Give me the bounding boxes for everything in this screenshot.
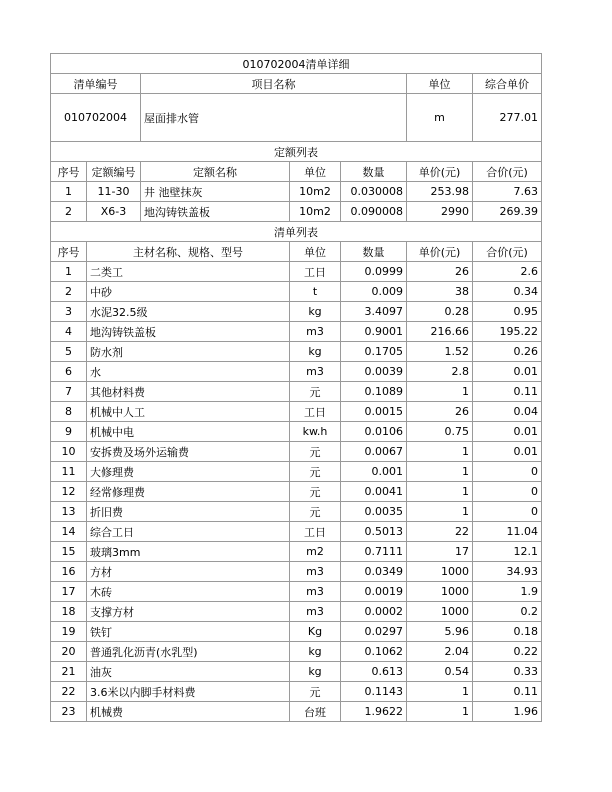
material-price: 26 [407,262,473,282]
quota-seq: 1 [51,182,87,202]
material-row [51,302,542,322]
material-total: 0 [473,482,542,502]
material-seq: 1 [51,262,87,282]
material-unit: 元 [290,462,341,482]
material-total: 0 [473,462,542,482]
material-row [51,462,542,482]
material-seq: 10 [51,442,87,462]
quota-name-header: 定额名称 [141,162,290,182]
material-price: 216.66 [407,322,473,342]
material-price: 2.04 [407,642,473,662]
material-name: 地沟铸铁盖板 [87,322,290,342]
material-unit: 台班 [290,702,341,722]
quota-price: 2990 [407,202,473,222]
quota-qty: 0.090008 [341,202,407,222]
material-price: 22 [407,522,473,542]
material-seq: 8 [51,402,87,422]
material-price: 17 [407,542,473,562]
material-row [51,482,542,502]
material-qty: 0.1089 [341,382,407,402]
material-qty: 0.0002 [341,602,407,622]
quota-price: 253.98 [407,182,473,202]
material-name: 支撑方材 [87,602,290,622]
material-total: 0.34 [473,282,542,302]
material-row [51,322,542,342]
quota-code: X6-3 [87,202,141,222]
material-price: 1 [407,382,473,402]
material-seq: 2 [51,282,87,302]
material-total: 1.9 [473,582,542,602]
quota-header-row [51,162,542,182]
material-name: 3.6米以内脚手材料费 [87,682,290,702]
material-name: 机械中电 [87,422,290,442]
material-name: 二类工 [87,262,290,282]
material-name: 水泥32.5级 [87,302,290,322]
material-seq: 6 [51,362,87,382]
material-price-header: 单价(元) [407,242,473,262]
bill-detail-table [50,53,542,722]
material-row [51,262,542,282]
material-name: 玻璃3mm [87,542,290,562]
material-price: 1 [407,682,473,702]
material-seq: 17 [51,582,87,602]
material-row [51,402,542,422]
material-name: 机械中人工 [87,402,290,422]
quota-section-title: 定额列表 [51,142,542,162]
material-seq: 15 [51,542,87,562]
material-total: 0.22 [473,642,542,662]
material-name: 防水剂 [87,342,290,362]
material-seq: 9 [51,422,87,442]
material-unit: 元 [290,482,341,502]
material-total: 0.33 [473,662,542,682]
material-total: 0.01 [473,422,542,442]
material-unit: 元 [290,382,341,402]
material-unit-header: 单位 [290,242,341,262]
material-seq: 18 [51,602,87,622]
sheet-title: 010702004清单详细 [51,54,542,74]
quota-total: 269.39 [473,202,542,222]
material-price: 1.52 [407,342,473,362]
material-price: 1000 [407,562,473,582]
material-total: 0.01 [473,362,542,382]
material-row [51,542,542,562]
material-name: 其他材料费 [87,382,290,402]
material-name: 水 [87,362,290,382]
material-total: 34.93 [473,562,542,582]
list-code-header: 清单编号 [51,74,141,94]
material-qty: 0.7111 [341,542,407,562]
quota-unit: 10m2 [290,182,341,202]
quota-total-header: 合价(元) [473,162,542,182]
material-price: 0.75 [407,422,473,442]
list-name-header: 项目名称 [141,74,407,94]
material-row [51,362,542,382]
list-unit-header: 单位 [407,74,473,94]
material-price: 38 [407,282,473,302]
material-seq: 13 [51,502,87,522]
material-row [51,282,542,302]
material-name: 中砂 [87,282,290,302]
material-seq-header: 序号 [51,242,87,262]
material-price: 0.54 [407,662,473,682]
material-unit: m3 [290,322,341,342]
material-row [51,642,542,662]
list-unit: m [407,94,473,142]
quota-qty-header: 数量 [341,162,407,182]
material-qty: 0.1705 [341,342,407,362]
quota-code-header: 定额编号 [87,162,141,182]
material-unit: kg [290,642,341,662]
material-seq: 21 [51,662,87,682]
material-total: 195.22 [473,322,542,342]
list-price: 277.01 [473,94,542,142]
material-unit: m3 [290,362,341,382]
material-seq: 16 [51,562,87,582]
material-qty: 0.0041 [341,482,407,502]
material-seq: 3 [51,302,87,322]
material-total: 12.1 [473,542,542,562]
material-total: 0.01 [473,442,542,462]
material-price: 2.8 [407,362,473,382]
list-item-row [51,94,542,142]
material-unit: kg [290,342,341,362]
material-unit: kg [290,302,341,322]
quota-row [51,182,542,202]
material-name: 油灰 [87,662,290,682]
material-qty: 0.0106 [341,422,407,442]
material-total: 0.95 [473,302,542,322]
material-total-header: 合价(元) [473,242,542,262]
material-qty: 0.0999 [341,262,407,282]
material-row [51,342,542,362]
material-total: 0 [473,502,542,522]
material-row [51,582,542,602]
material-qty: 0.0349 [341,562,407,582]
material-row [51,562,542,582]
material-total: 0.11 [473,682,542,702]
material-name: 木砖 [87,582,290,602]
material-row [51,502,542,522]
quota-seq: 2 [51,202,87,222]
material-seq: 14 [51,522,87,542]
material-seq: 5 [51,342,87,362]
material-unit: m3 [290,602,341,622]
material-price: 1 [407,702,473,722]
material-qty: 0.0039 [341,362,407,382]
material-name: 机械费 [87,702,290,722]
material-row [51,602,542,622]
material-qty: 0.0019 [341,582,407,602]
material-total: 1.96 [473,702,542,722]
material-seq: 7 [51,382,87,402]
list-price-header: 综合单价 [473,74,542,94]
material-row [51,702,542,722]
material-name: 铁钉 [87,622,290,642]
material-unit: m2 [290,542,341,562]
material-total: 0.26 [473,342,542,362]
list-name: 屋面排水管 [141,94,407,142]
material-price: 1 [407,442,473,462]
material-name: 大修理费 [87,462,290,482]
material-qty: 0.0035 [341,502,407,522]
material-row [51,382,542,402]
material-qty: 0.5013 [341,522,407,542]
quota-row [51,202,542,222]
material-unit: kg [290,662,341,682]
material-qty: 0.009 [341,282,407,302]
quota-unit-header: 单位 [290,162,341,182]
quota-qty: 0.030008 [341,182,407,202]
list-header-row [51,74,542,94]
material-total: 0.11 [473,382,542,402]
material-name: 综合工日 [87,522,290,542]
material-qty: 3.4097 [341,302,407,322]
material-name: 经常修理费 [87,482,290,502]
material-price: 5.96 [407,622,473,642]
quota-seq-header: 序号 [51,162,87,182]
material-qty: 0.001 [341,462,407,482]
material-seq: 22 [51,682,87,702]
material-row [51,522,542,542]
material-name-header: 主材名称、规格、型号 [87,242,290,262]
list-code: 010702004 [51,94,141,142]
material-unit: Kg [290,622,341,642]
material-unit: m3 [290,562,341,582]
material-unit: t [290,282,341,302]
material-price: 1000 [407,582,473,602]
material-qty: 0.1143 [341,682,407,702]
material-row [51,662,542,682]
material-total: 0.04 [473,402,542,422]
material-unit: 工日 [290,522,341,542]
material-total: 11.04 [473,522,542,542]
material-unit: 元 [290,442,341,462]
material-qty: 0.613 [341,662,407,682]
material-unit: 元 [290,502,341,522]
material-section-title: 清单列表 [51,222,542,242]
quota-name: 地沟铸铁盖板 [141,202,290,222]
material-qty: 0.0015 [341,402,407,422]
material-qty: 0.0067 [341,442,407,462]
bill-detail-sheet [50,53,541,722]
material-unit: 元 [290,682,341,702]
material-unit: kw.h [290,422,341,442]
material-qty: 0.9001 [341,322,407,342]
material-seq: 4 [51,322,87,342]
material-name: 方材 [87,562,290,582]
material-row [51,442,542,462]
material-seq: 23 [51,702,87,722]
material-row [51,622,542,642]
quota-price-header: 单价(元) [407,162,473,182]
material-row [51,682,542,702]
material-total: 0.2 [473,602,542,622]
material-qty: 0.0297 [341,622,407,642]
material-total: 2.6 [473,262,542,282]
material-total: 0.18 [473,622,542,642]
material-qty: 0.1062 [341,642,407,662]
material-qty-header: 数量 [341,242,407,262]
material-header-row [51,242,542,262]
material-row [51,422,542,442]
material-price: 1 [407,502,473,522]
material-price: 1000 [407,602,473,622]
material-qty: 1.9622 [341,702,407,722]
quota-code: 11-30 [87,182,141,202]
material-unit: 工日 [290,262,341,282]
material-name: 安拆费及场外运输费 [87,442,290,462]
quota-unit: 10m2 [290,202,341,222]
material-unit: m3 [290,582,341,602]
material-unit: 工日 [290,402,341,422]
material-seq: 12 [51,482,87,502]
quota-total: 7.63 [473,182,542,202]
material-name: 普通乳化沥青(水乳型) [87,642,290,662]
material-seq: 11 [51,462,87,482]
material-price: 1 [407,462,473,482]
material-price: 0.28 [407,302,473,322]
quota-name: 井 池壁抹灰 [141,182,290,202]
material-name: 折旧费 [87,502,290,522]
material-seq: 19 [51,622,87,642]
material-seq: 20 [51,642,87,662]
material-price: 1 [407,482,473,502]
material-price: 26 [407,402,473,422]
